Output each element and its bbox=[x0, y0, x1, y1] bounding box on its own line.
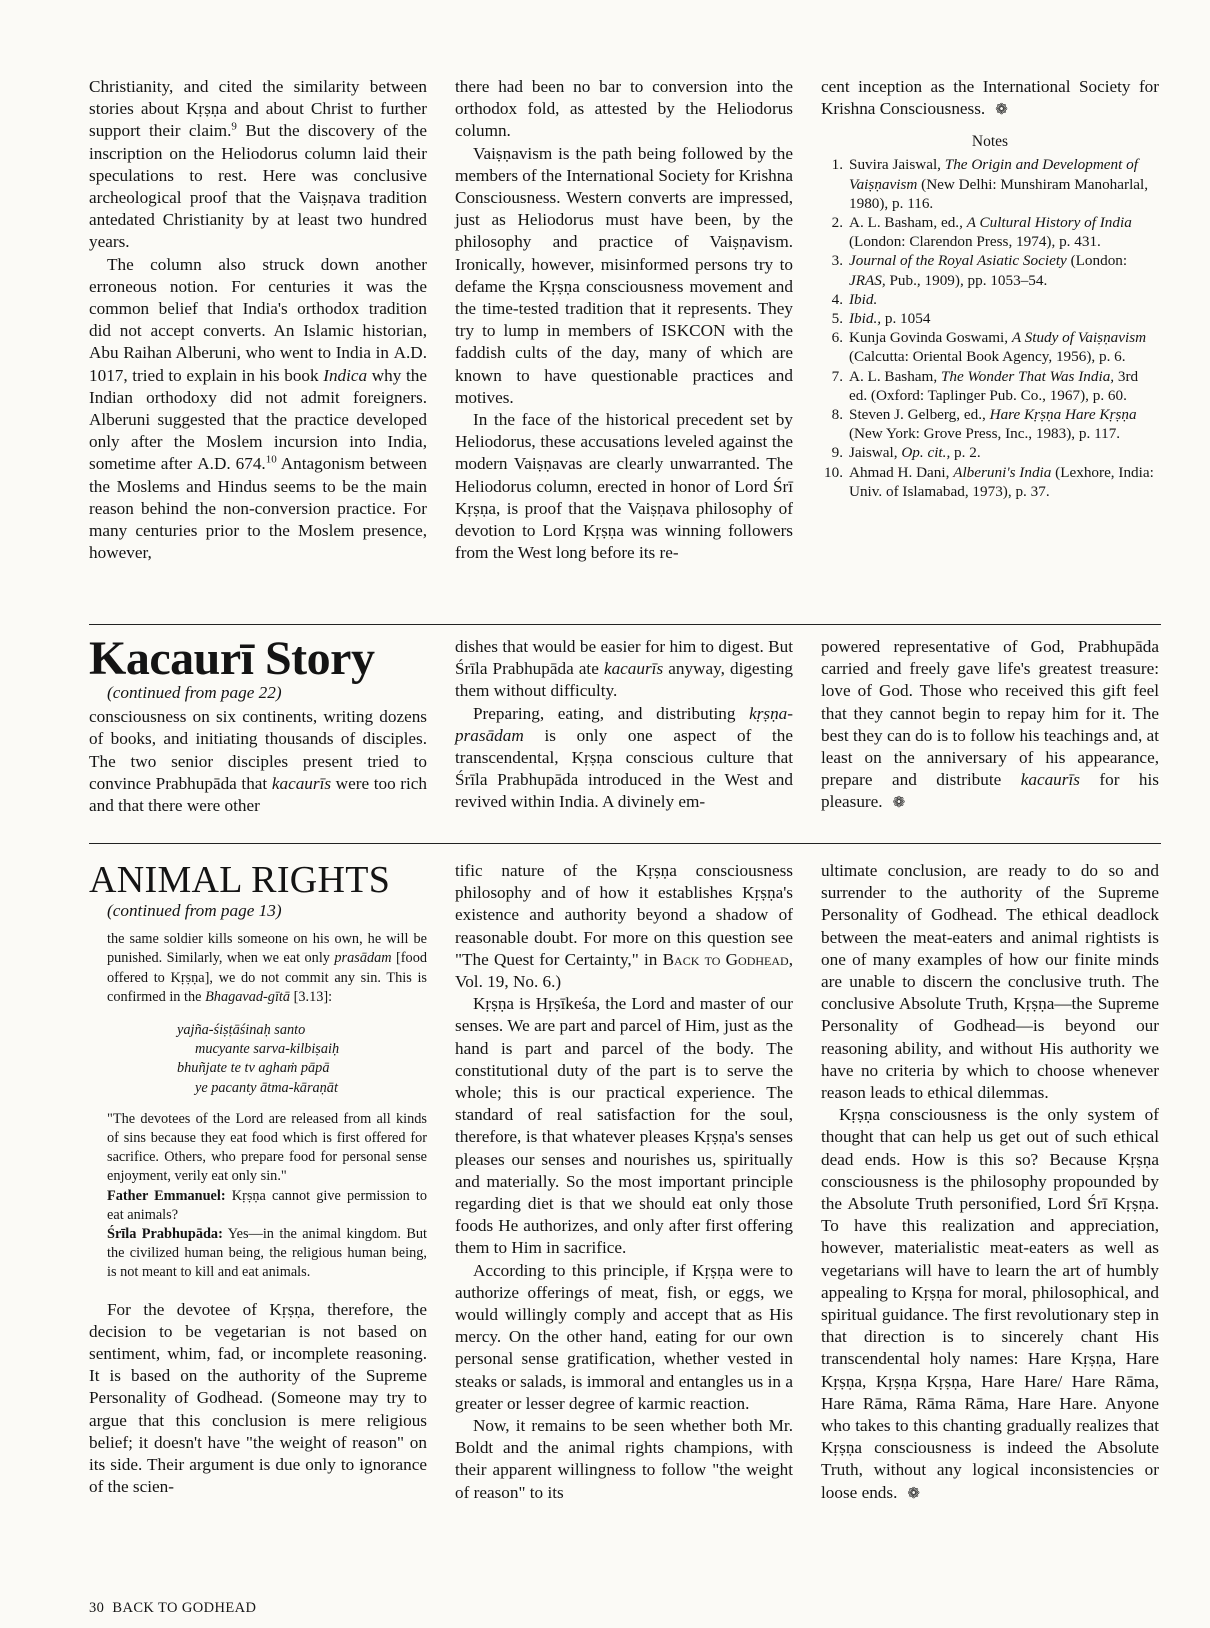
kacauri-title: Kacaurī Story bbox=[89, 632, 375, 685]
paragraph: According to this principle, if Kṛṣṇa were to authorize offerings of meat, fish, or eggs, we would willingly comply and accept that as His mercy. On the other hand, eating for our own personal sense gratification, whether vested in steaks or salads, is immoral and entangles us in a greater or lesser degree of karmic reaction. bbox=[455, 1260, 793, 1413]
animal-column-2 bbox=[455, 860, 793, 1505]
paragraph: consciousness on six continents, writing dozens of books, and initiating thousands of disciples. The two senior disciples present tried to convince Prabhupāda that kacaurīs were too rich and that there were other bbox=[89, 707, 428, 816]
paragraph: Christianity, and cited the similarity between stories about Kṛṣṇa and about Christ to further support their claim.$^9$ But the discovery of the inscription on the Heliodorus column laid their speculations to rest. Here was conclusive archeological proof that the Vaiṣṇava tradition antedated Christianity by at least two hundred years. bbox=[89, 77, 427, 252]
paragraph: In the face of the historical precedent set by Heliodorus, these accusations leveled against the modern Vaiṣṇavas are clearly unwarranted. The Heliodorus column, erected in honor of Lord Śrī Kṛṣṇa, is proof that the Vaiṣṇava philosophy of devotion to Lord Kṛṣṇa was winning followers from the West long before its re- bbox=[455, 410, 793, 563]
kacauri-story-section bbox=[89, 632, 1161, 817]
note-item: 7. A. L. Basham, The Wonder That Was India, 3rd ed. (Oxford: Taplinger Pub. Co., 1967), p. 60. bbox=[831, 367, 1139, 404]
paragraph: The column also struck down another erroneous notion. For centuries it was the common belief that India's orthodox tradition did not accept converts. An Islamic historian, Abu Raihan Alberuni, who went to India in A.D. 1017, tried to explain in his book Indica why the Indian orthodoxy did not admit foreigners. Alberuni suggested that the practice developed only after the Moslem incursion into India, sometime after A.D. 674.10 Antagonism between the Moslems and Hindus seems to be the main reason behind the non-conversion practice. For many centuries prior to the Moslem presence, however, bbox=[89, 254, 427, 563]
paragraph: there had been no bar to conversion into the orthodox fold, as attested by the Heliodorus column. bbox=[455, 77, 793, 141]
lotus-end-icon: ❁ bbox=[995, 102, 1008, 119]
speaker-name: Father Emmanuel: bbox=[107, 1187, 226, 1204]
paragraph: tific nature of the Kṛṣṇa consciousness philosophy and of how it establishes Kṛṣṇa's existence and authority beyond a shadow of reasonable doubt. For more on this question see "The Quest for Certainty," in Back to Godhead, Vol. 19, No. 6.) bbox=[455, 861, 793, 992]
lotus-end-icon: ❁ bbox=[907, 1485, 920, 1502]
dialogue-line: Father Emmanuel: Kṛṣṇa cannot give permission to eat animals? bbox=[107, 1187, 427, 1223]
sanskrit-verse: yajña-śiṣṭāśinaḥ santo mucyante sarva-kilbiṣaiḥ bhuñjate te tv aghaṁ pāpā ye pacanty ātma-kāraṇāt bbox=[177, 1022, 340, 1096]
note-item: 5. Ibid., p. 1054 bbox=[831, 310, 931, 328]
paragraph: For the devotee of Kṛṣṇa, therefore, the decision to be vegetarian is not based on sentiment, whim, fad, or incomplete reasoning. It is based on the authority of the Supreme Personality of Godhead. (Someone may try to argue that this conclusion is mere religious belief; it doesn't have "the weight of reason" on its side. Their argument is due only to ignorance of the scien- bbox=[89, 1299, 427, 1497]
speaker-name: Śrīla Prabhupāda: bbox=[107, 1226, 223, 1243]
footnote-ref: 9 bbox=[231, 120, 237, 133]
section-divider bbox=[89, 843, 1161, 844]
top-column-2 bbox=[455, 76, 793, 564]
paragraph: cent inception as the International Society for Krishna Consciousness. ❁ bbox=[821, 77, 1159, 119]
note-item: 4. Ibid. bbox=[831, 290, 878, 308]
paragraph: ultimate conclusion, are ready to do so and surrender to the authority of the Supreme Personality of Godhead. The ethical deadlock between the meat-eaters and animal rightists is one of many examples of how our finite minds are unable to discern the conclusive truth. The conclusive Absolute Truth, Kṛṣṇa—the Supreme Personality of Godhead—is beyond our reasoning ability, and without His authority we have no criteria by which to choose whenever reason leads to ethical dilemmas. bbox=[821, 861, 1159, 1103]
paragraph: Kṛṣṇa consciousness is the only system of thought that can help us get out of such ethical dead ends. How is this so? Because Kṛṣṇa consciousness is the philosophy propounded by the Absolute Truth personified, Lord Śrī Kṛṣṇa. To have this realization and appreciation, however, materialistic meat-eaters as well as vegetarians will have to learn the art of humbly appealing to Kṛṣṇa for moral, philosophical, and spiritual guidance. The first revolutionary step in that direction is to sincerely chant His transcendental holy names: Hare Kṛṣṇa, Hare Kṛṣṇa, Kṛṣṇa Kṛṣṇa, Hare Hare/ Hare Rāma, Hare Rāma, Rāma Rāma, Hare Hare. Anyone who takes to this chanting gradually realizes that Kṛṣṇa consciousness is indeed the Absolute Truth, without any logical inconsistencies or loose ends. ❁ bbox=[821, 1105, 1159, 1502]
note-item: 10. Ahmad H. Dani, Alberuni's India (Lexhore, India: Univ. of Islamabad, 1973), p. 37. bbox=[824, 463, 1154, 500]
note-item: 1. Suvira Jaiswal, The Origin and Development of Vaiṣṇavism (New Delhi: Munshiram Manoharlal, 1980), p. 116. bbox=[831, 156, 1149, 212]
paragraph: Preparing, eating, and distributing kṛṣṇa-prasādam is only one aspect of the transcendental, Kṛṣṇa conscious culture that Śrīla Prabhupāda introduced in the West and revived within India. A divinely em- bbox=[455, 703, 793, 812]
article-top-section bbox=[89, 76, 1161, 564]
lotus-end-icon: ❁ bbox=[892, 795, 906, 812]
interview-excerpt bbox=[89, 930, 427, 1282]
continued-note: (continued from page 22) bbox=[107, 683, 282, 702]
note-item: 6. Kunja Govinda Goswami, A Study of Vaiṣṇavism (Calcutta: Oriental Book Agency, 1956), p. 6. bbox=[831, 329, 1147, 366]
paragraph: Vaiṣṇavism is the path being followed by the members of the International Society for Krishna Consciousness. Western converts are impressed, just as Heliodorus must have been, by the philosophy and practice of Vaiṣṇavism. Ironically, however, misinformed persons try to defame the Kṛṣṇa consciousness movement and the time-tested tradition that it represents. They try to lump in members of ISKCON with the faddish cults of the day, many of which are known to have questionable practices and motives. bbox=[455, 143, 793, 407]
dialogue-line: Śrīla Prabhupāda: Yes—in the animal kingdom. But the civilized human being, the religious human being, is not meant to kill and eat animals. bbox=[107, 1226, 427, 1281]
paragraph: powered representative of God, Prabhupāda carried and freely gave life's greatest treasure: love of God. Those who received this gift feel that they cannot begin to repay him for it. The best they can do is to follow his teachings and, at least on the anniversary of his appearance, prepare and distribute kacaurīs for his pleasure. ❁ bbox=[821, 637, 1159, 812]
paragraph: Now, it remains to be seen whether both Mr. Boldt and the animal rights champions, with their apparent willingness to follow "the weight of reason" to its bbox=[455, 1416, 793, 1502]
continued-note: (continued from page 13) bbox=[107, 901, 282, 920]
kacauri-column-2 bbox=[455, 636, 793, 817]
excerpt-text: the same soldier kills someone on his own, he will be punished. Similarly, when we eat only prasādam [food offered to Kṛṣṇa], we do not commit any sin. This is confirmed in the Bhagavad-gītā [3.13]: bbox=[107, 931, 427, 1005]
notes-list bbox=[821, 155, 1159, 501]
top-column-1 bbox=[89, 76, 427, 564]
top-column-3 bbox=[821, 76, 1159, 564]
note-item: 8. Steven J. Gelberg, ed., Hare Kṛṣṇa Hare Kṛṣṇa (New York: Grove Press, Inc., 1983), p. 117. bbox=[831, 406, 1137, 443]
page-number: 30 bbox=[89, 1600, 105, 1616]
footnote-ref: 10 bbox=[265, 453, 277, 466]
page-footer bbox=[89, 1600, 256, 1617]
animal-rights-section bbox=[89, 860, 1161, 1505]
magazine-name: BACK TO GODHEAD bbox=[112, 1600, 257, 1616]
kacauri-column-3 bbox=[821, 636, 1159, 817]
paragraph: dishes that would be easier for him to digest. But Śrīla Prabhupāda ate kacaurīs anyway, digesting them without difficulty. bbox=[455, 637, 793, 701]
verse-translation: "The devotees of the Lord are released from all kinds of sins because they eat food which is first offered for sacrifice. Others, who prepare food for personal sense enjoyment, verily eat only sin." bbox=[107, 1110, 427, 1185]
paragraph: Kṛṣṇa is Hṛṣīkeśa, the Lord and master of our senses. We are part and parcel of Him, just as the hand is part and parcel of the body. The constitutional duty of the part is to serve the whole; this is our practical experience. The standard of real satisfaction for the soul, therefore, is that whatever pleases Kṛṣṇa's senses pleases our senses and nourishes us, spiritually and materially. So the most important principle regarding diet is that we should eat only those foods He authorizes, and only after first offering them to Him in sacrifice. bbox=[455, 994, 793, 1258]
note-item: 9. Jaiswal, Op. cit., p. 2. bbox=[831, 444, 981, 462]
section-divider bbox=[89, 624, 1161, 625]
note-item: 3. Journal of the Royal Asiatic Society (London: JRAS, Pub., 1909), pp. 1053–54. bbox=[831, 252, 1128, 289]
animal-column-3 bbox=[821, 860, 1159, 1505]
notes-heading: Notes bbox=[971, 133, 1009, 151]
note-item: 2. A. L. Basham, ed., A Cultural History of India (London: Clarendon Press, 1974), p. 431. bbox=[831, 214, 1132, 251]
animal-column-1 bbox=[89, 860, 427, 1505]
kacauri-column-1 bbox=[89, 632, 428, 817]
animal-rights-title: ANIMAL RIGHTS bbox=[89, 859, 391, 901]
